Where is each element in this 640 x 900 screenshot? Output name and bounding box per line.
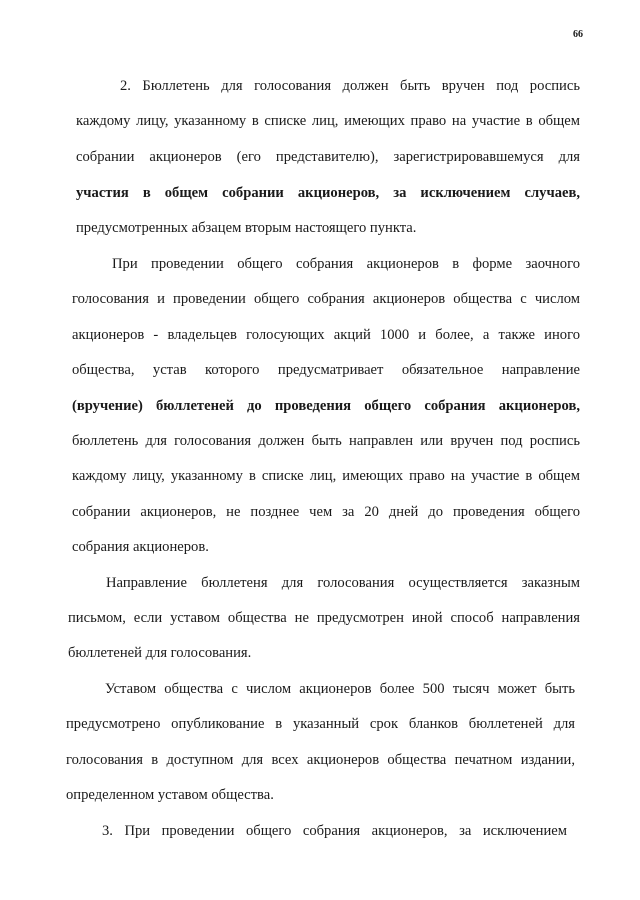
text-line: предусмотренных абзацем вторым настоящего пункта.: [76, 220, 417, 236]
text-line: собрания акционеров.: [72, 539, 209, 555]
text-line: акционеров - владельцев голосующих акций 1000 и более, а также иного: [72, 327, 580, 343]
text-line: (вручение) бюллетеней до проведения общего собрания акционеров,: [72, 398, 580, 414]
text-line: При проведении общего собрания акционеров в форме заочного: [112, 256, 580, 272]
text-line: собрании акционеров (его представителю), зарегистрировавшемуся для: [76, 149, 580, 165]
text-line: каждому лицу, указанному в списке лиц, имеющих право на участие в общем: [76, 113, 580, 129]
text-line: Направление бюллетеня для голосования осуществляется заказным: [106, 575, 580, 591]
text-line: Уставом общества с числом акционеров более 500 тысяч может быть: [105, 681, 575, 697]
text-line: участия в общем собрании акционеров, за исключением случаев,: [76, 185, 580, 201]
text-line: общества, устав которого предусматривает обязательное направление: [72, 362, 580, 378]
text-line: голосования и проведении общего собрания акционеров общества с числом: [72, 291, 580, 307]
text-line: определенном уставом общества.: [66, 787, 274, 803]
page-number: 66: [573, 29, 583, 40]
text-line: письмом, если уставом общества не предусмотрен иной способ направления: [68, 610, 580, 626]
text-line: собрании акционеров, не позднее чем за 20 дней до проведения общего: [72, 504, 580, 520]
text-line: голосования в доступном для всех акционеров общества печатном издании,: [66, 752, 575, 768]
text-line: бюллетень для голосования должен быть направлен или вручен под роспись: [72, 433, 580, 449]
text-line: бюллетеней для голосования.: [68, 645, 252, 661]
text-line: 3. При проведении общего собрания акционеров, за исключением: [102, 823, 567, 839]
text-line: предусмотрено опубликование в указанный срок бланков бюллетеней для: [66, 716, 575, 732]
text-line: каждому лицу, указанному в списке лиц, имеющих право на участие в общем: [72, 468, 580, 484]
text-line: 2. Бюллетень для голосования должен быть вручен под роспись: [120, 78, 580, 94]
